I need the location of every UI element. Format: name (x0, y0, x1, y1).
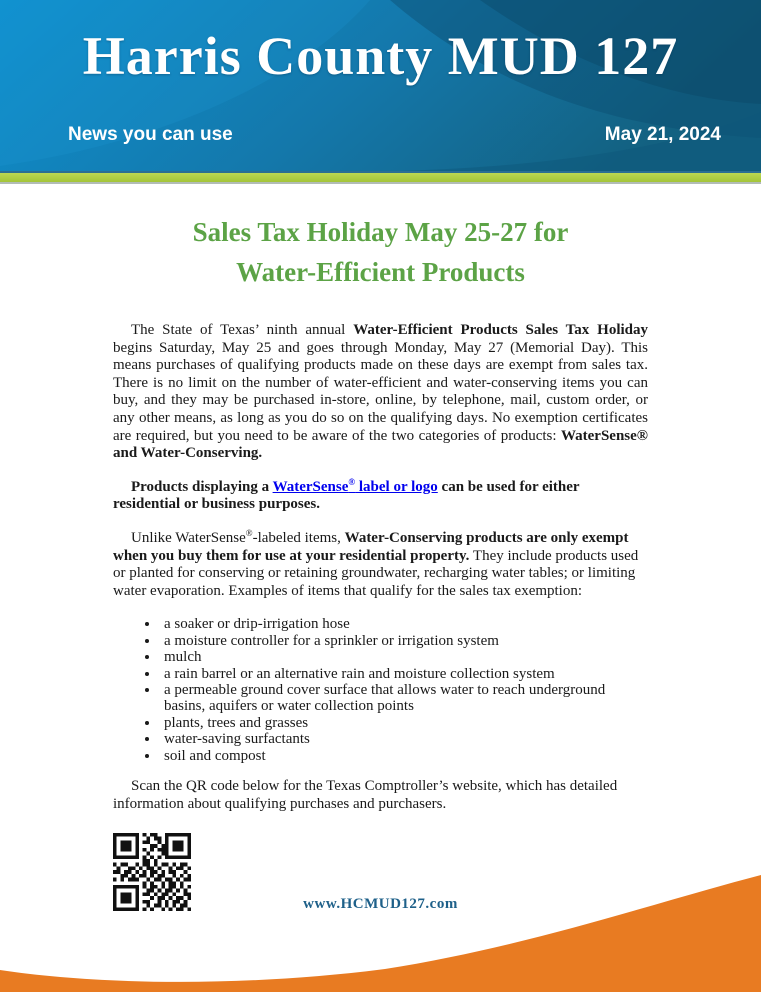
paragraph-intro-text2: begins Saturday, May 25 and goes through Monday, May 27 (Memorial Day). This means purchases of qualifying products made on these days are exempt from sales tax. There is no limit on the number of water-efficient and water-conserving items you can buy, and they may be purchased in-store, online, by telephone, mail, custom order, or any other means, as long as you do so on the qualifying days. No exemption certificates are required, but you need to be aware of the two categories of products: (113, 339, 648, 444)
article-title (113, 212, 648, 292)
watersense-link-text: WaterSense (272, 478, 349, 495)
masthead-title: Harris County MUD 127 (82, 26, 679, 86)
paragraph-intro-text: The State of Texas’ ninth annual (131, 322, 354, 338)
paragraph-watersense-lead: Products displaying a (131, 478, 273, 495)
paragraph-watersense-tail: can be used for either residential or business purposes. (113, 478, 580, 513)
paragraph-qr-instructions: Scan the QR code below for the Texas Comptroller’s website, which has detailed information about qualifying purchases and purchasers. (113, 777, 618, 812)
list-item: • soil and compost (160, 748, 648, 764)
footer-website-url: www.HCMUD127.com (303, 896, 458, 912)
article (113, 186, 648, 911)
registered-mark: ® (348, 476, 356, 487)
footer-wave-art (0, 862, 761, 992)
masthead-subbar (68, 124, 721, 146)
masthead-tagline: News you can use (68, 124, 233, 145)
article-title-line2: Water-Efficient Products (236, 257, 525, 287)
paragraph-intro-bold-holiday: Water-Efficient Products Sales Tax Holiday (353, 322, 648, 338)
list-item: • a permeable ground cover surface that allows water to reach underground basins, aquifers or water collection points (160, 682, 648, 715)
orange-wave-shape (0, 862, 761, 992)
list-item: • water-saving surfactants (160, 731, 648, 747)
paragraph-conserving-tail: They include products used or planted for conserving or retaining groundwater, recharging water tables; or limiting water evaporation. Examples of items that qualify for the sales tax exemption: (113, 547, 639, 599)
list-item: • a moisture controller for a sprinkler or irrigation system (160, 633, 648, 649)
registered-mark: ® (245, 527, 253, 538)
list-item: • a soaker or drip-irrigation hose (160, 616, 648, 632)
list-item: • plants, trees and grasses (160, 715, 648, 731)
qualifying-items-list (113, 616, 648, 764)
list-item: • mulch (160, 649, 648, 665)
watersense-label-link[interactable] (272, 476, 438, 495)
paragraph-conserving (113, 527, 648, 600)
article-title-line1: Sales Tax Holiday May 25-27 for (192, 217, 569, 247)
masthead (0, 0, 761, 171)
paragraph-intro (113, 322, 648, 463)
paragraph-intro-bold-categories: WaterSense® and Water-Conserving. (113, 427, 648, 462)
paragraph-conserving-lead2: -labeled items, (252, 529, 345, 546)
paragraph-conserving-lead: Unlike WaterSense (131, 529, 246, 546)
masthead-date: May 21, 2024 (604, 124, 721, 145)
divider-stripe (0, 171, 761, 184)
paragraph-watersense (113, 476, 648, 514)
paragraph-conserving-bold: Water-Conserving products are only exempt when you buy them for use at your residential property. (113, 529, 629, 564)
watersense-link-rest: label or logo (355, 478, 438, 495)
list-item: • a rain barrel or an alternative rain and moisture collection system (160, 666, 648, 682)
